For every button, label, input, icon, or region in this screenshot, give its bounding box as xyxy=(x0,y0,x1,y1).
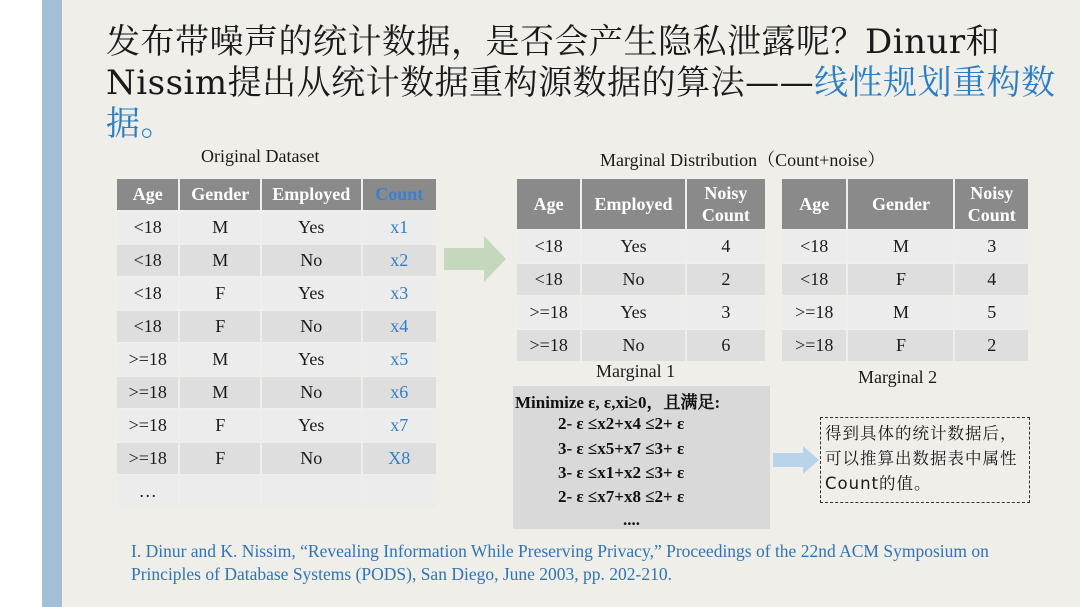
result-note: 得到具体的统计数据后，可以推算出数据表中属性Count的值。 xyxy=(820,417,1030,503)
lp-constraint: 2- ε ≤x2+x4 ≤2+ ε xyxy=(558,414,685,433)
table-cell: x2 xyxy=(362,244,437,277)
table-cell xyxy=(179,475,261,508)
header-noisy-count: Noisy Count xyxy=(686,178,766,230)
table-row xyxy=(781,296,1029,329)
table-cell: Yes xyxy=(581,296,685,329)
table-cell: 4 xyxy=(686,230,766,263)
table-cell: >=18 xyxy=(116,343,179,376)
lp-constraint: 2- ε ≤x7+x8 ≤2+ ε xyxy=(558,487,685,506)
table-cell: F xyxy=(179,409,261,442)
table-cell: >=18 xyxy=(781,296,847,329)
table-cell: <18 xyxy=(781,263,847,296)
table-cell: 3 xyxy=(954,230,1029,263)
table-cell: 2 xyxy=(954,329,1029,362)
table-cell: No xyxy=(261,376,362,409)
arrow-right-icon xyxy=(444,236,506,282)
table-row xyxy=(116,376,437,409)
original-dataset-table xyxy=(115,177,438,509)
lp-constraint: 3- ε ≤x1+x2 ≤3+ ε xyxy=(558,463,685,482)
table-cell: <18 xyxy=(116,310,179,343)
table-cell: Yes xyxy=(261,211,362,244)
table-cell: <18 xyxy=(116,244,179,277)
table-cell: F xyxy=(179,442,261,475)
table-row xyxy=(116,310,437,343)
table-cell: … xyxy=(116,475,179,508)
table-row xyxy=(516,263,766,296)
table-row xyxy=(116,343,437,376)
table-row xyxy=(116,442,437,475)
table-cell: >=18 xyxy=(781,329,847,362)
table-header-row xyxy=(116,178,437,211)
table-cell: F xyxy=(179,310,261,343)
table-cell: 3 xyxy=(686,296,766,329)
header-age: Age xyxy=(781,178,847,230)
table-cell: <18 xyxy=(516,263,581,296)
table-cell: No xyxy=(261,310,362,343)
table-header-row xyxy=(781,178,1029,230)
header-employed: Employed xyxy=(261,178,362,211)
table-cell: >=18 xyxy=(116,376,179,409)
slide-title xyxy=(106,22,1056,145)
table-cell: x1 xyxy=(362,211,437,244)
table-cell: 5 xyxy=(954,296,1029,329)
table-row xyxy=(116,475,437,508)
arrow-right-icon xyxy=(773,446,819,474)
lp-objective: Minimize ε, ε,xi≥0，且满足: xyxy=(515,393,721,412)
table-cell: F xyxy=(847,329,954,362)
table-cell: M xyxy=(179,376,261,409)
original-dataset-caption: Original Dataset xyxy=(201,146,320,166)
header-age: Age xyxy=(116,178,179,211)
table-row xyxy=(781,329,1029,362)
table-row xyxy=(116,277,437,310)
linear-program-box xyxy=(513,386,770,529)
table-cell: M xyxy=(847,230,954,263)
table-cell: <18 xyxy=(116,211,179,244)
header-count: Count xyxy=(362,178,437,211)
marginal1-label: Marginal 1 xyxy=(596,361,676,381)
table-row xyxy=(516,230,766,263)
table-cell: F xyxy=(179,277,261,310)
table-cell: x4 xyxy=(362,310,437,343)
table-row xyxy=(516,329,766,362)
accent-bar xyxy=(42,0,62,607)
table-cell: No xyxy=(261,244,362,277)
header-gender: Gender xyxy=(179,178,261,211)
table-cell: M xyxy=(179,244,261,277)
table-cell: 6 xyxy=(686,329,766,362)
table-cell: <18 xyxy=(516,230,581,263)
table-cell: M xyxy=(179,343,261,376)
table-cell: >=18 xyxy=(116,442,179,475)
table-cell: x3 xyxy=(362,277,437,310)
table-cell: No xyxy=(261,442,362,475)
marginal2-table xyxy=(780,177,1030,363)
table-row xyxy=(781,230,1029,263)
table-row xyxy=(516,296,766,329)
header-age: Age xyxy=(516,178,581,230)
table-row xyxy=(781,263,1029,296)
table-cell: Yes xyxy=(261,277,362,310)
table-cell: X8 xyxy=(362,442,437,475)
title-highlight: 线性规划重构数据。 xyxy=(106,63,1056,144)
table-cell: No xyxy=(581,329,685,362)
table-cell: 2 xyxy=(686,263,766,296)
header-employed: Employed xyxy=(581,178,685,230)
table-cell: M xyxy=(847,296,954,329)
table-cell: x7 xyxy=(362,409,437,442)
table-cell: No xyxy=(581,263,685,296)
header-gender: Gender xyxy=(847,178,954,230)
table-cell: >=18 xyxy=(116,409,179,442)
marginal2-label: Marginal 2 xyxy=(858,367,938,387)
table-cell: <18 xyxy=(781,230,847,263)
table-cell xyxy=(261,475,362,508)
table-cell: Yes xyxy=(581,230,685,263)
table-header-row xyxy=(516,178,766,230)
lp-constraint: 3- ε ≤x5+x7 ≤3+ ε xyxy=(558,439,685,458)
table-cell: Yes xyxy=(261,409,362,442)
header-noisy-count: Noisy Count xyxy=(954,178,1029,230)
table-cell: 4 xyxy=(954,263,1029,296)
table-row xyxy=(116,244,437,277)
table-row xyxy=(116,211,437,244)
table-cell: >=18 xyxy=(516,329,581,362)
table-cell: M xyxy=(179,211,261,244)
lp-constraint: .... xyxy=(623,510,640,529)
table-cell: F xyxy=(847,263,954,296)
table-cell: Yes xyxy=(261,343,362,376)
title-main: 发布带噪声的统计数据，是否会产生隐私泄露呢？Dinur和Nissim提出从统计数据重构源数据的算法—— xyxy=(106,22,1001,103)
table-cell: x6 xyxy=(362,376,437,409)
marginal-distribution-caption: Marginal Distribution（Count+noise） xyxy=(600,150,886,170)
reference-citation: I. Dinur and K. Nissim, “Revealing Information While Preserving Privacy,” Proceedings of the 22nd ACM Symposium on Principles of Database Systems (PODS), San Diego, June 2003, pp. 202-210. xyxy=(131,541,989,584)
table-cell: <18 xyxy=(116,277,179,310)
table-cell: >=18 xyxy=(516,296,581,329)
table-row xyxy=(116,409,437,442)
table-cell: x5 xyxy=(362,343,437,376)
marginal1-table xyxy=(515,177,767,363)
table-cell xyxy=(362,475,437,508)
